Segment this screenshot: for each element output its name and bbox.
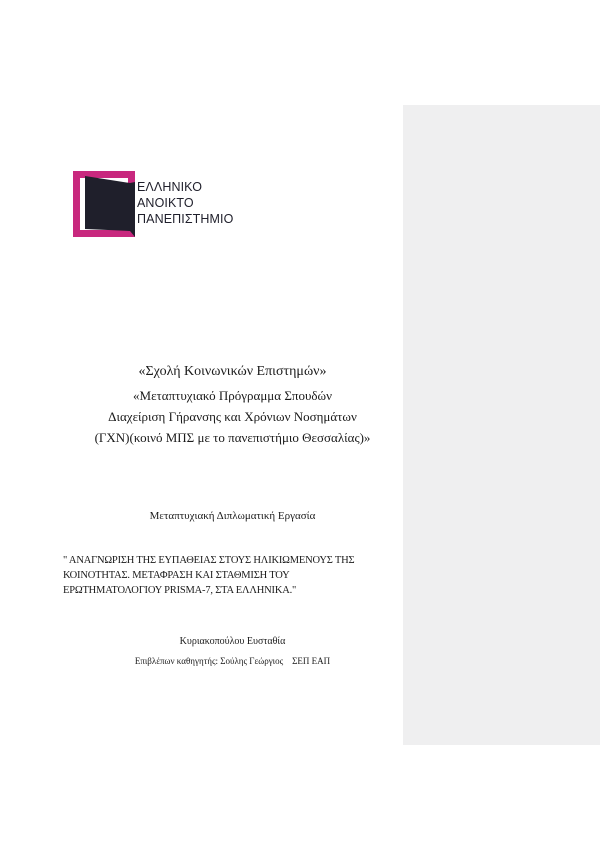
- program-line: Διαχείριση Γήρανσης και Χρόνιων Νοσημάτων: [108, 409, 357, 424]
- title-line: " ΑΝΑΓΝΩΡΙΣΗ ΤΗΣ ΕΥΠΑΘΕΙΑΣ ΣΤΟΥΣ ΗΛΙΚΙΩΜΕΝΟΥΣ ΤΗΣ: [63, 555, 355, 566]
- logo-mark-icon: [73, 171, 135, 237]
- program-line: «Μεταπτυχιακό Πρόγραμμα Σπουδών: [133, 388, 332, 403]
- logo-line: ΠΑΝΕΠΙΣΤΗΜΙΟ: [137, 212, 234, 226]
- supervisor-info: [60, 656, 405, 666]
- sidebar-panel: [403, 105, 600, 745]
- logo-wordmark: [137, 179, 233, 227]
- author-name: Κυριακοπούλου Ευσταθία: [179, 636, 286, 647]
- school-name: «Σχολή Κοινωνικών Επιστημών»: [138, 364, 327, 379]
- program-line: (ΓΧΝ)(κοινό ΜΠΣ με το πανεπιστήμιο Θεσσαλίας)»: [94, 430, 371, 445]
- logo-line: ΕΛΛΗΝΙΚΟ: [137, 180, 203, 194]
- supervisor-label: Επιβλέπων καθηγητής: Σούλης Γεώργιος: [134, 656, 284, 666]
- program-name: [60, 385, 405, 448]
- title-line: ΚΟΙΝΟΤΗΤΑΣ. ΜΕΤΑΦΡΑΣΗ ΚΑΙ ΣΤΑΘΜΙΣΗ ΤΟΥ: [63, 570, 290, 581]
- thesis-title: [63, 553, 408, 598]
- title-line: ΕΡΩΤΗΜΑΤΟΛΟΓΙΟΥ PRISMA-7, ΣΤΑ ΕΛΛΗΝΙΚΑ.": [63, 585, 297, 596]
- university-logo: [73, 171, 248, 237]
- logo-line: ΑΝΟΙΚΤΟ: [137, 196, 194, 210]
- supervisor-affiliation: ΣΕΠ ΕΑΠ: [292, 656, 331, 666]
- thesis-type: Μεταπτυχιακή Διπλωματική Εργασία: [149, 510, 316, 522]
